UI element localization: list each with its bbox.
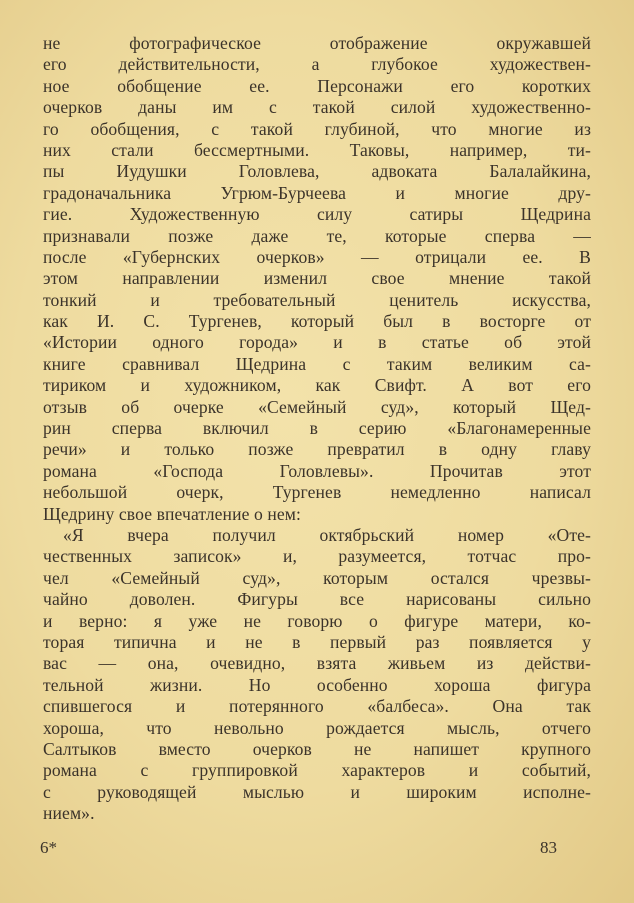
text-line: тельной жизни. Но особенно хороша фигура [43,674,591,695]
text-line: хороша, что невольно рождается мысль, отчего [43,717,591,738]
text-line: тириком и художником, как Свифт. А вот его [43,375,591,396]
text-line: них стали бессмертными. Таковы, например, ти- [43,139,591,160]
text-line: пы Иудушки Головлева, адвоката Балалайкина, [43,161,591,182]
text-line: спившегося и потерянного «балбеса». Она так [43,696,591,717]
text-line: Салтыков вместо очерков не напишет крупного [43,738,591,759]
text-line: тонкий и требовательный ценитель искусства, [43,289,591,310]
text-line: после «Губернских очерков» — отрицали ее. В [43,246,591,267]
text-line: чайно доволен. Фигуры все нарисованы сильно [43,589,591,610]
text-line: книге сравнивал Щедрина с таким великим са- [43,353,591,374]
text-line: Щедрину свое впечатление о нем: [43,503,302,524]
text-line: очерков даны им с такой силой художественно- [43,97,591,118]
text-line: вас — она, очевидно, взята живьем из действи- [43,653,591,674]
text-line: «Истории одного города» и в статье об этой [43,332,591,353]
book-page-text [43,33,591,824]
text-line: и верно: я уже не говорю о фигуре матери, ко- [43,610,591,631]
text-line: с руководящей мыслью и широким исполне- [43,781,591,802]
text-line: не фотографическое отображение окружавшей [43,33,591,53]
text-line: его действительности, а глубокое художествен- [43,54,591,75]
text-line: торая типична и не в первый раз появляется у [43,631,591,652]
text-line: романа «Господа Головлевы». Прочитав этот [43,460,591,481]
signature-mark: 6* [40,838,57,857]
text-line: «Я вчера получил октябрьский номер «Оте- [63,524,591,545]
text-line: гие. Художественную силу сатиры Щедрина [43,204,591,225]
text-line: градоначальника Угрюм-Бурчеева и многие дру- [43,182,591,203]
text-line: ное обобщение ее. Персонажи его коротких [43,75,591,96]
text-line: рин сперва включил в серию «Благонамеренные [43,418,591,439]
text-line: речи» и только позже превратил в одну главу [43,439,591,460]
text-line: го обобщения, с такой глубиной, что многие из [43,118,591,139]
text-line: нием». [43,803,95,824]
text-line: романа с группировкой характеров и событий, [43,760,591,781]
text-line: признавали позже даже те, которые сперва — [43,225,591,246]
text-line: этом направлении изменил свое мнение такой [43,268,591,289]
text-line: чественных записок» и, разумеется, тотчас про- [43,546,591,567]
text-line: небольшой очерк, Тургенев немедленно написал [43,482,591,503]
text-line: чел «Семейный суд», которым остался чрезвы- [43,567,591,588]
text-line: как И. С. Тургенев, который был в восторге от [43,311,591,332]
page-number: 83 [540,838,557,857]
text-line: отзыв об очерке «Семейный суд», который Щед- [43,396,591,417]
